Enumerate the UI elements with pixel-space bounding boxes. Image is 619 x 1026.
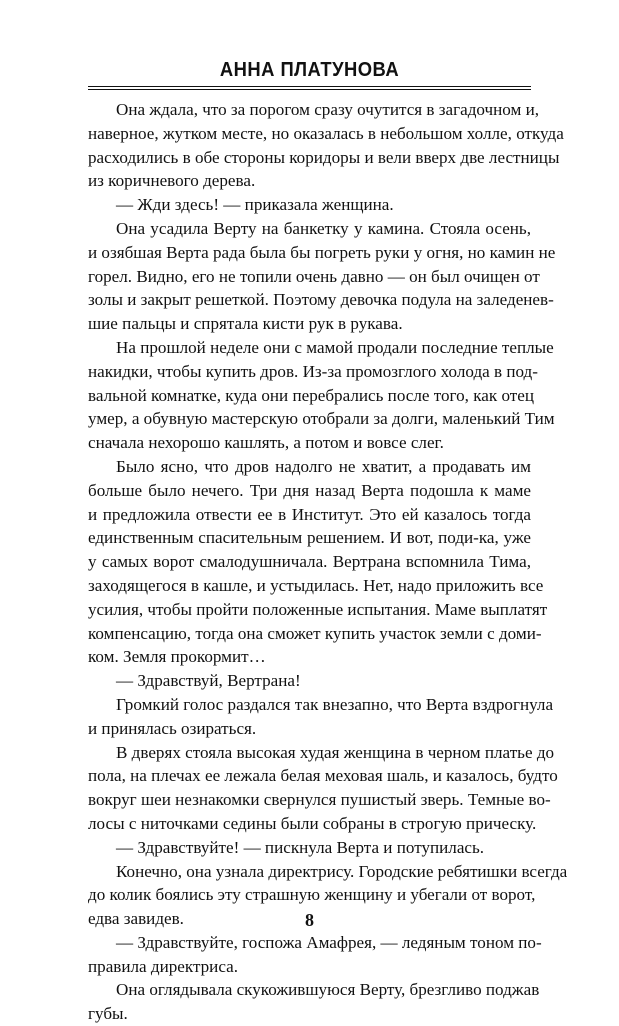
text-line: расходились в обе стороны коридоры и вели вверх две лестницы	[88, 147, 560, 167]
text-line: усилия, чтобы пройти положенные испытания. Маме выплатят	[88, 599, 548, 619]
text-line: Она оглядывала скукожившуюся Верту, брезгливо поджав	[116, 980, 540, 1000]
text-line: правила директриса.	[88, 956, 238, 976]
text-line: золы и закрыт решеткой. Поэтому девочка подула на заледенев-	[88, 290, 554, 310]
text-line: — Жди здесь! — приказала женщина.	[116, 195, 394, 215]
text-line: лосы с ниточками седины были собраны в строгую прическу.	[88, 813, 537, 833]
text-line: умер, а обувную мастерскую отобрали за долги, маленький Тим	[88, 409, 555, 429]
text-line: Громкий голос раздался так внезапно, что Верта вздрогнула	[116, 694, 554, 714]
paragraph	[88, 741, 558, 836]
text-line: Было ясно, что дров надолго не хватит, а продавать им	[116, 456, 531, 476]
text-line: горел. Видно, его не топили очень давно — он был очищен от	[88, 266, 540, 286]
text-line: На прошлой неделе они с мамой продали последние теплые	[116, 337, 554, 357]
text-line: — Здравствуйте! — пискнула Верта и потупилась.	[116, 837, 485, 857]
text-line: компенсацию, тогда она сможет купить участок земли с доми-	[88, 623, 542, 643]
paragraph	[88, 193, 531, 217]
text-line: вокруг шеи незнакомки свернулся пушистый зверь. Темные во-	[88, 790, 551, 810]
text-line: В дверях стояла высокая худая женщина в черном платье до	[116, 742, 555, 762]
text-line: заходящегося в кашле, и устыдилась. Нет, надо приложить все	[88, 575, 544, 595]
text-line: больше было нечего. Три дня назад Верта подошла к маме	[88, 480, 531, 500]
text-line: наверное, жутком месте, но оказалась в небольшом холле, откуда	[88, 123, 564, 143]
text-line: едва завидев.	[88, 909, 184, 929]
text-line: и озябшая Верта рада была бы погреть руки у огня, но камин не	[88, 242, 556, 262]
text-line: Она ждала, что за порогом сразу очутится в загадочном и,	[116, 100, 539, 119]
text-line: — Здравствуйте, госпожа Амафрея, — ледяным тоном по-	[116, 932, 542, 952]
paragraph	[88, 336, 555, 455]
text-line: Она усадила Верту на банкетку у камина. Стояла осень,	[116, 218, 531, 238]
text-line: накидки, чтобы купить дров. Из-за промозглого холода в под-	[88, 361, 538, 381]
paragraph	[88, 931, 542, 979]
body-text	[88, 98, 568, 1026]
page-number: 8	[305, 910, 314, 930]
paragraph	[88, 669, 531, 693]
paragraph	[88, 98, 564, 193]
paragraph	[88, 217, 556, 336]
text-line: и предложила отвести ее в Институт. Это ей казалось тогда	[88, 504, 531, 524]
header-rule	[88, 86, 531, 90]
paragraph	[88, 978, 540, 1026]
text-line: — Здравствуй, Вертрана!	[116, 671, 301, 691]
text-line: и принялась озираться.	[88, 718, 257, 738]
running-head-title: АННА ПЛАТУНОВА	[219, 59, 400, 81]
paragraph	[88, 455, 548, 669]
text-line: ком. Земля прокормит…	[88, 647, 266, 667]
paragraph	[88, 836, 531, 860]
text-line: из коричневого дерева.	[88, 171, 256, 191]
paragraph	[88, 693, 554, 741]
text-line: вальной комнатке, куда они перебрались после того, как отец	[88, 385, 534, 405]
text-line: у самых ворот смалодушничала. Вертрана вспомнила Тима,	[88, 552, 531, 572]
text-line: губы.	[88, 1004, 128, 1024]
text-line: единственным спасительным решением. И вот, поди-ка, уже	[88, 528, 531, 548]
text-line: пола, на плечах ее лежала белая меховая шаль, и казалось, будто	[88, 766, 558, 786]
text-line: сначала нехорошо кашлять, а потом и вовсе слег.	[88, 433, 444, 453]
text-line: до колик боялись эту страшную женщину и убегали от ворот,	[88, 885, 536, 905]
text-line: шие пальцы и спрятала кисти рук в рукава.	[88, 314, 403, 334]
text-line: Конечно, она узнала директрису. Городские ребятишки всегда	[116, 861, 568, 881]
